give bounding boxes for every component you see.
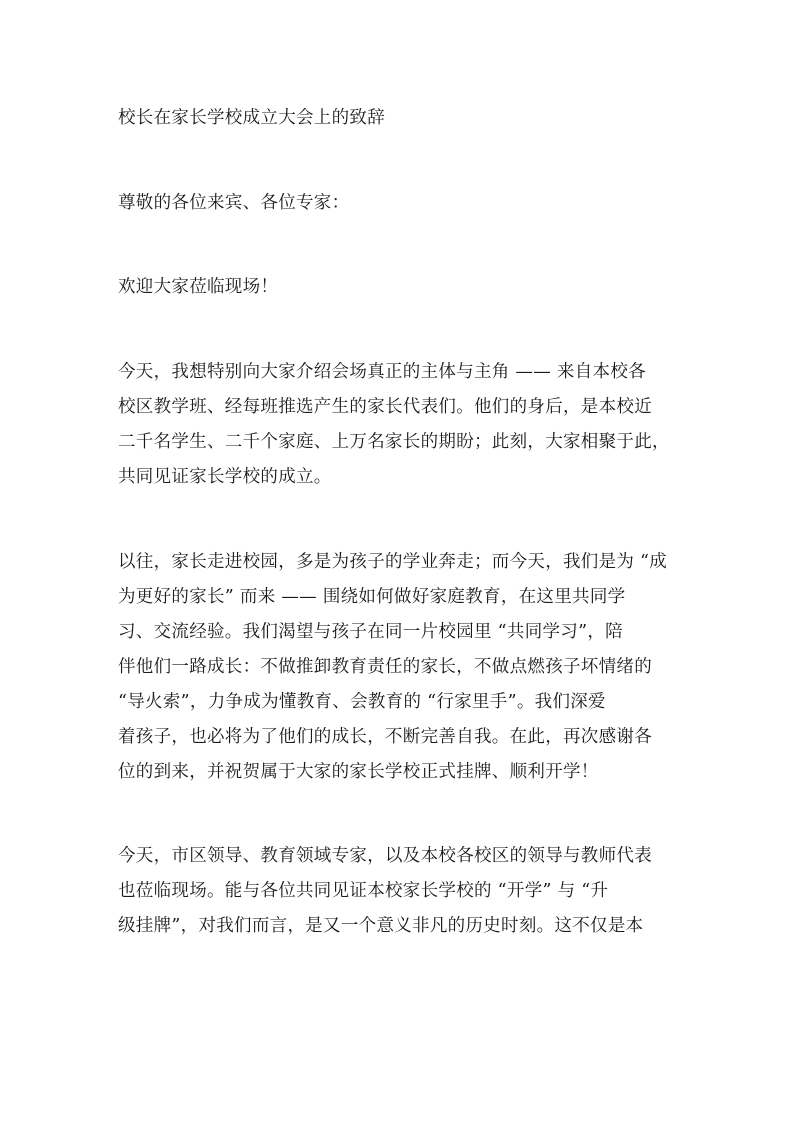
document-title: 校长在家长学校成立大会上的致辞 [118,108,385,128]
paragraph-line: “导火索”，力争成为懂教育、会教育的 “行家里手”。我们深爱 [118,692,606,712]
paragraph-line: 也莅临现场。能与各位共同见证本校家长学校的 “开学” 与 “升 [118,881,609,901]
paragraph-line: 今天，市区领导、教育领域专家，以及本校各校区的领导与教师代表 [118,846,652,866]
paragraph-line: 今天，我想特别向大家介绍会场真正的主体与主角 —— 来自本校各 [118,362,646,382]
paragraph-line: 级挂牌”，对我们而言，是又一个意义非凡的历史时刻。这不仅是本 [118,916,644,936]
paragraph-line: 校区教学班、经每班推选产生的家长代表们。他们的身后，是本校近 [118,397,652,417]
paragraph-line: 习、交流经验。我们渴望与孩子在同一片校园里 “共同学习”，陪 [118,622,623,642]
paragraph-line: 伴他们一路成长：不做推卸教育责任的家长，不做点燃孩子坏情绪的 [118,657,652,677]
paragraph-line: 为更好的家长” 而来 —— 围绕如何做好家庭教育，在这里共同学 [118,587,626,607]
paragraph-line: 以往，家长走进校园，多是为孩子的学业奔走；而今天，我们是为 “成 [118,552,668,572]
salutation: 尊敬的各位来宾、各位专家： [118,193,350,213]
paragraph-line: 着孩子，也必将为了他们的成长，不断完善自我。在此，再次感谢各 [118,727,652,747]
paragraph-line: 位的到来，并祝贺属于大家的家长学校正式挂牌、顺利开学！ [118,762,599,782]
paragraph-line: 二千名学生、二千个家庭、上万名家长的期盼；此刻，大家相聚于此， [118,432,670,452]
welcome-line: 欢迎大家莅临现场！ [118,277,279,297]
paragraph-line: 共同见证家长学校的成立。 [118,467,332,487]
